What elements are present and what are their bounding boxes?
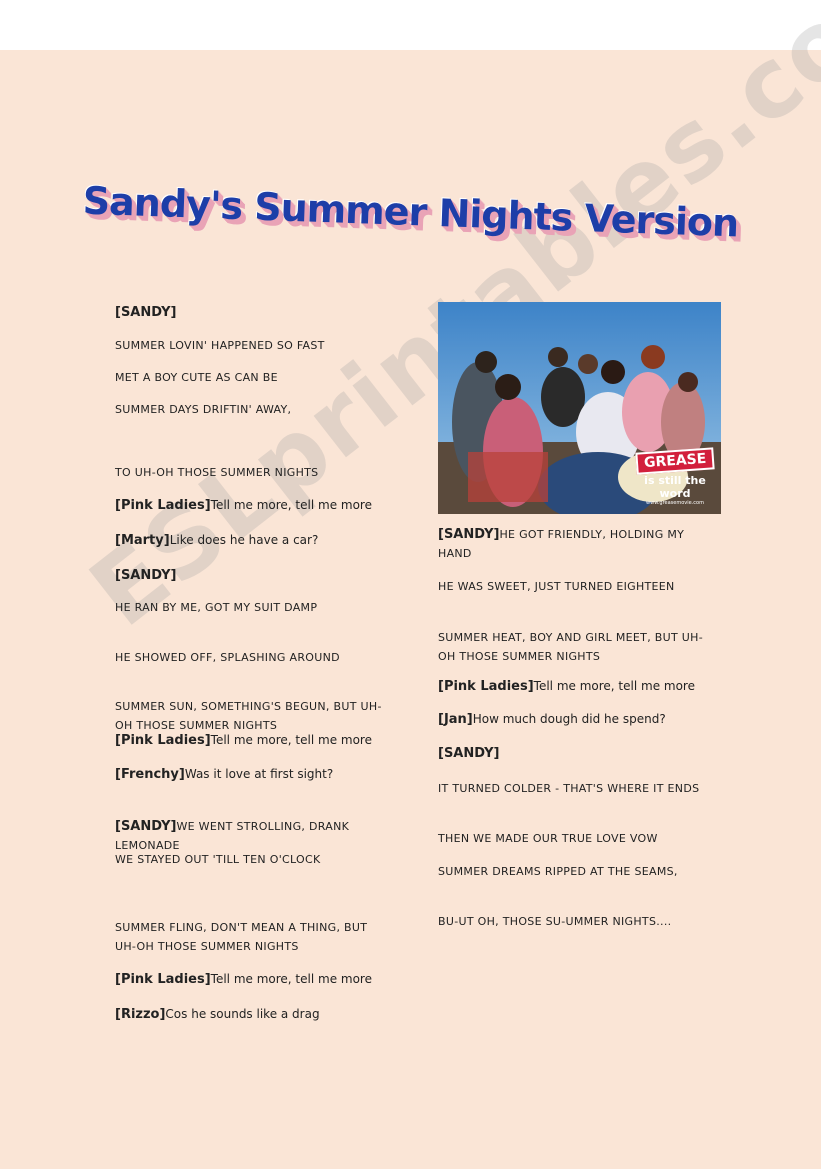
dialog-text: Tell me more, tell me more xyxy=(210,972,372,986)
lyric-text: SUMMER SUN, SOMETHING'S BEGUN, BUT UH-OH THOSE SUMMER NIGHTS xyxy=(115,700,382,732)
speaker-label: [SANDY] xyxy=(115,568,177,583)
lyric-text: SUMMER DAYS DRIFTIN' AWAY, xyxy=(115,403,292,416)
lyric-line xyxy=(438,628,710,666)
lyric-line xyxy=(115,765,385,784)
lyric-text: SUMMER DREAMS RIPPED AT THE SEAMS, xyxy=(438,865,678,878)
dialog-text: Was it love at first sight? xyxy=(184,767,334,781)
speaker-label: [SANDY] xyxy=(438,746,500,761)
grease-url: www.greasemovie.com xyxy=(646,500,704,506)
lyric-line xyxy=(115,1005,385,1024)
dialog-text: Tell me more, tell me more xyxy=(533,679,695,693)
lyric-line xyxy=(115,918,385,956)
lyric-text: MET A BOY CUTE AS CAN BE xyxy=(115,371,278,384)
lyric-line xyxy=(438,577,710,596)
speaker-label: [Pink Ladies] xyxy=(115,972,211,987)
lyric-line xyxy=(438,829,710,848)
grease-tagline: is still the word xyxy=(644,474,706,500)
lyric-text: IT TURNED COLDER - THAT'S WHERE IT ENDS xyxy=(438,782,700,795)
lyric-text: THEN WE MADE OUR TRUE LOVE VOW xyxy=(438,832,658,845)
speaker-label: [SANDY] xyxy=(115,819,177,834)
lyric-line xyxy=(115,970,385,989)
lyric-text: BU-UT OH, THOSE SU-UMMER NIGHTS.... xyxy=(438,915,672,928)
dialog-text: How much dough did he spend? xyxy=(472,712,666,726)
lyric-line xyxy=(438,744,710,763)
dialog-text: Tell me more, tell me more xyxy=(210,498,372,512)
lyric-text: SUMMER FLING, DON'T MEAN A THING, BUT UH-OH THOSE SUMMER NIGHTS xyxy=(115,921,368,953)
lyric-line xyxy=(438,912,710,931)
lyric-line xyxy=(438,710,710,729)
lyric-text: TO UH-OH THOSE SUMMER NIGHTS xyxy=(115,466,319,479)
lyric-text: SUMMER LOVIN' HAPPENED SO FAST xyxy=(115,339,325,352)
lyric-line xyxy=(438,677,710,696)
page-title: Sandy's Summer Nights Version xyxy=(82,178,739,246)
speaker-label: [SANDY] xyxy=(115,305,177,320)
lyric-line xyxy=(115,598,385,617)
speaker-label: [SANDY] xyxy=(438,527,500,542)
lyric-line xyxy=(115,566,385,585)
lyric-text: HE RAN BY ME, GOT MY SUIT DAMP xyxy=(115,601,318,614)
lyric-line xyxy=(115,850,385,869)
dialog-text: Tell me more, tell me more xyxy=(210,733,372,747)
grease-logo-text: GREASE xyxy=(635,447,715,474)
lyric-line xyxy=(115,731,385,750)
lyric-text: HE WAS SWEET, JUST TURNED EIGHTEEN xyxy=(438,580,675,593)
lyric-line xyxy=(115,400,385,419)
lyric-text: SUMMER HEAT, BOY AND GIRL MEET, BUT UH-OH THOSE SUMMER NIGHTS xyxy=(438,631,704,663)
grease-logo xyxy=(635,450,715,506)
speaker-label: [Rizzo] xyxy=(115,1007,166,1022)
speaker-label: [Marty] xyxy=(115,533,170,548)
lyric-line xyxy=(115,336,385,355)
lyric-line xyxy=(438,862,710,881)
lyric-text: WE WENT STROLLING, DRANK LEMONADE xyxy=(115,820,350,852)
lyric-line xyxy=(438,779,710,798)
lyric-line xyxy=(115,368,385,387)
speaker-label: [Pink Ladies] xyxy=(438,679,534,694)
lyric-text: HE GOT FRIENDLY, HOLDING MY HAND xyxy=(438,528,685,560)
speaker-label: [Pink Ladies] xyxy=(115,733,211,748)
lyric-line xyxy=(115,496,385,515)
lyric-line xyxy=(438,525,710,563)
lyric-line xyxy=(115,303,385,322)
speaker-label: [Frenchy] xyxy=(115,767,185,782)
speaker-label: [Pink Ladies] xyxy=(115,498,211,513)
dialog-text: Like does he have a car? xyxy=(169,533,319,547)
dialog-text: Cos he sounds like a drag xyxy=(165,1007,320,1021)
lyric-line xyxy=(115,463,385,482)
lyric-line xyxy=(115,531,385,550)
lyric-text: WE STAYED OUT 'TILL TEN O'CLOCK xyxy=(115,853,321,866)
lyric-line xyxy=(115,648,385,667)
grease-photo xyxy=(438,302,721,514)
speaker-label: [Jan] xyxy=(438,712,473,727)
lyric-line xyxy=(115,697,385,735)
lyric-text: HE SHOWED OFF, SPLASHING AROUND xyxy=(115,651,340,664)
